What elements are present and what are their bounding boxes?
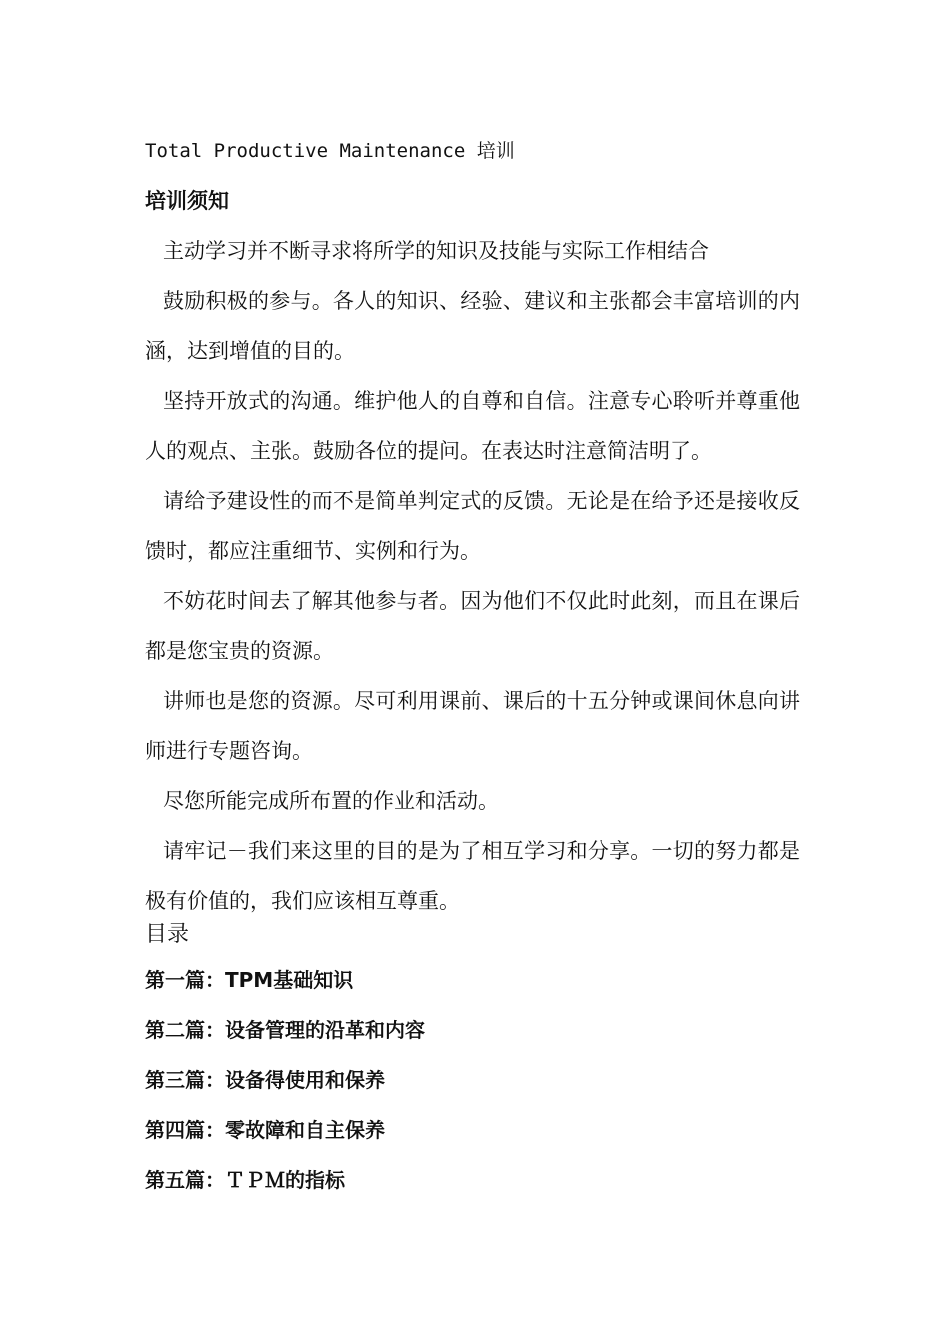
notice-heading: 培训须知	[145, 189, 229, 213]
notice-paragraph: 尽您所能完成所布置的作业和活动。	[163, 789, 499, 813]
notice-paragraph: 鼓励积极的参与。各人的知识、经验、建议和主张都会丰富培训的内涵，达到增值的目的。	[145, 289, 800, 363]
toc-item: 第一篇：TPM基础知识	[145, 968, 354, 992]
table-of-contents	[145, 955, 425, 1205]
notice-paragraph: 讲师也是您的资源。尽可利用课前、课后的十五分钟或课间休息向讲师进行专题咨询。	[145, 689, 800, 763]
toc-heading: 目录	[145, 922, 190, 947]
document-title: Total Productive Maintenance 培训	[145, 140, 515, 162]
notice-paragraph: 不妨花时间去了解其他参与者。因为他们不仅此时此刻，而且在课后都是您宝贵的资源。	[145, 589, 800, 663]
toc-item: 第五篇：ＴＰＭ的指标	[145, 1168, 345, 1192]
toc-item: 第三篇：设备得使用和保养	[145, 1068, 385, 1092]
toc-item: 第二篇：设备管理的沿革和内容	[145, 1018, 425, 1042]
notice-paragraph: 主动学习并不断寻求将所学的知识及技能与实际工作相结合	[163, 239, 709, 263]
toc-item: 第四篇：零故障和自主保养	[145, 1118, 385, 1142]
notice-list	[145, 226, 800, 926]
notice-paragraph: 请给予建设性的而不是简单判定式的反馈。无论是在给予还是接收反馈时，都应注重细节、实例和行为。	[145, 489, 800, 563]
notice-paragraph: 坚持开放式的沟通。维护他人的自尊和自信。注意专心聆听并尊重他人的观点、主张。鼓励各位的提问。在表达时注意简洁明了。	[145, 389, 800, 463]
notice-paragraph: 请牢记－我们来这里的目的是为了相互学习和分享。一切的努力都是极有价值的，我们应该相互尊重。	[145, 839, 800, 913]
